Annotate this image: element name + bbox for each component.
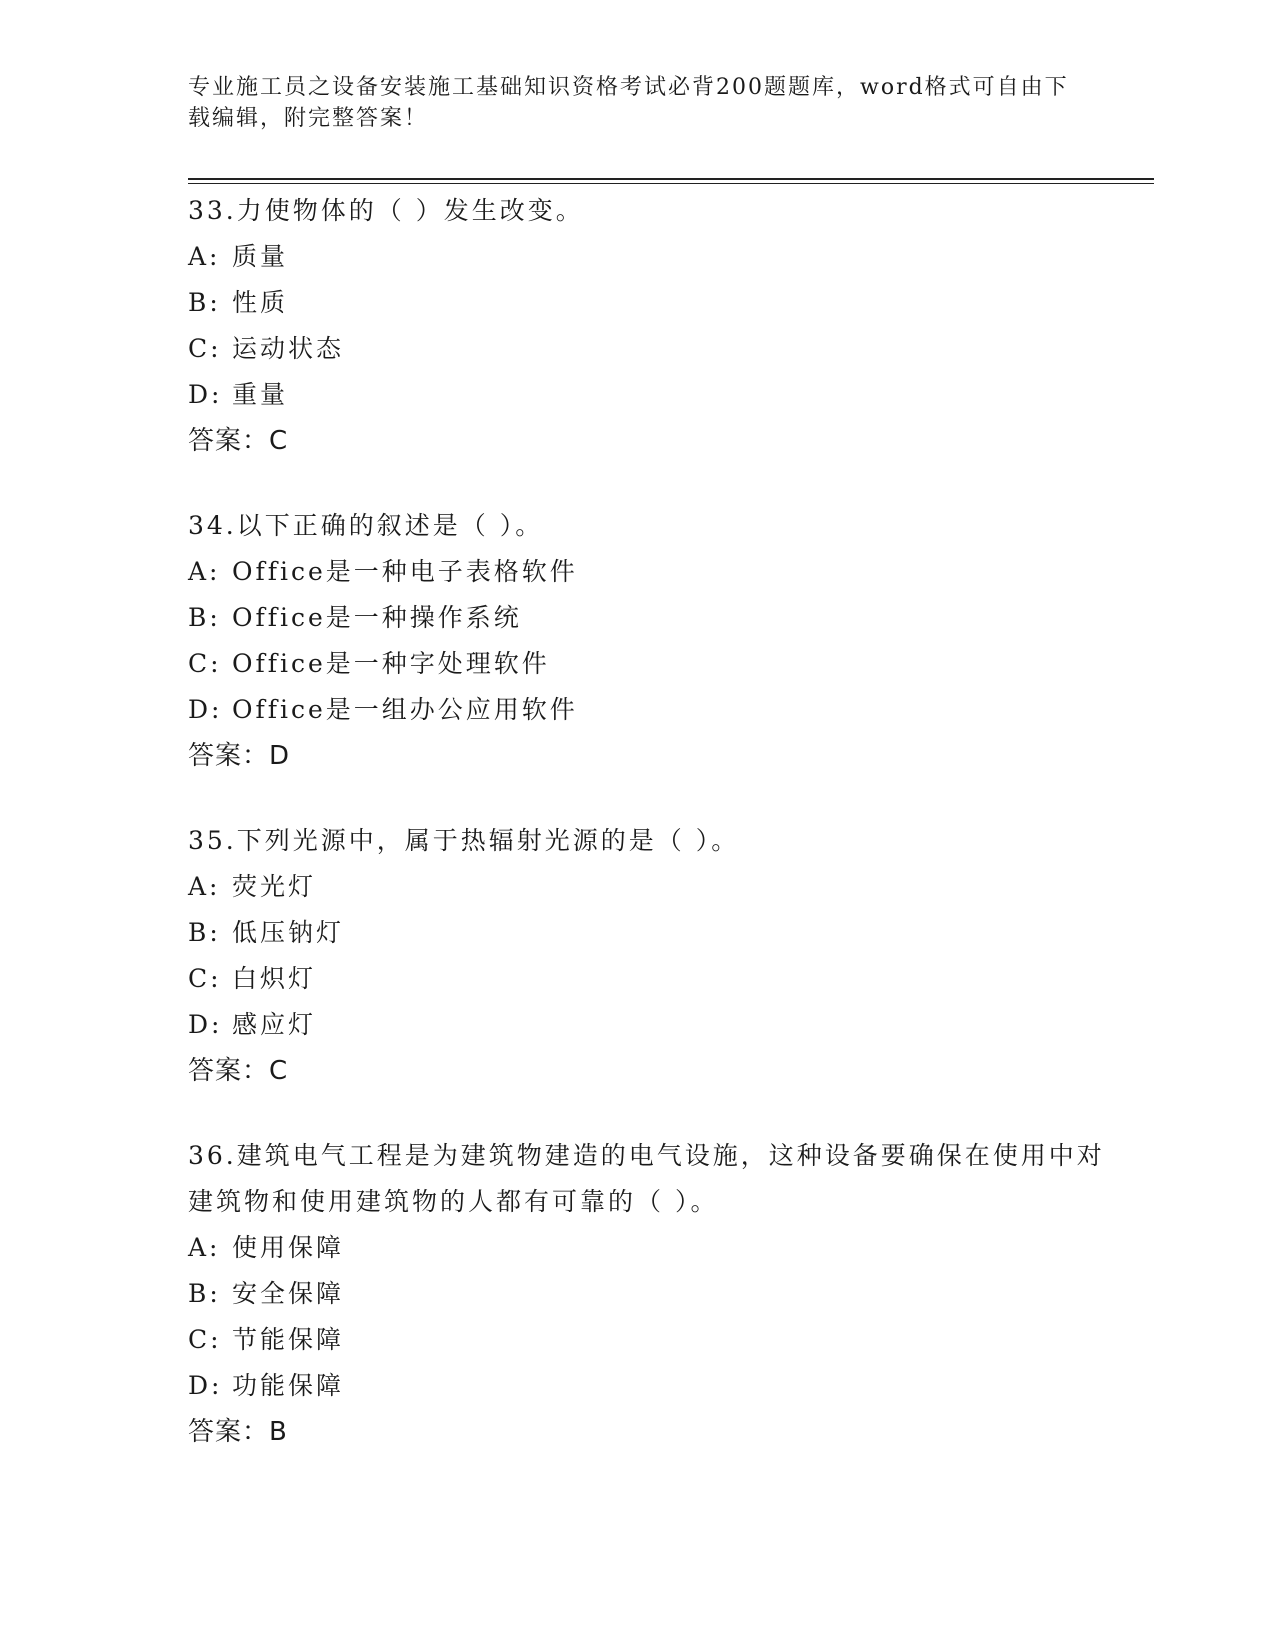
question-36: [188, 1133, 1118, 1455]
option-text: 质量: [232, 242, 289, 271]
option-letter: A:: [188, 872, 221, 901]
question-35: [188, 818, 1118, 1094]
option-text: 白炽灯: [232, 964, 317, 993]
option-text: 功能保障: [232, 1371, 345, 1400]
option-c: [188, 956, 1118, 1002]
option-letter: B:: [188, 603, 221, 632]
option-d: [188, 1363, 1118, 1409]
option-a: [188, 234, 1118, 280]
option-d: [188, 687, 1118, 733]
option-letter: C:: [188, 334, 222, 363]
question-34: [188, 503, 1118, 779]
option-b: [188, 1271, 1118, 1317]
option-a: [188, 864, 1118, 910]
option-text: 运动状态: [232, 334, 345, 363]
option-letter: B:: [188, 918, 221, 947]
answer-line: 答案：B: [188, 1417, 288, 1447]
option-letter: B:: [188, 288, 221, 317]
answer-line: 答案：D: [188, 741, 291, 771]
option-letter: B:: [188, 1279, 221, 1308]
option-text: Office是一组办公应用软件: [232, 695, 578, 724]
option-a: [188, 1225, 1118, 1271]
option-text: 低压钠灯: [232, 918, 345, 947]
option-text: Office是一种字处理软件: [232, 649, 550, 678]
option-text: 重量: [232, 380, 289, 409]
option-letter: D:: [188, 695, 223, 724]
option-text: 安全保障: [232, 1279, 345, 1308]
option-text: 感应灯: [232, 1010, 317, 1039]
question-stem: 36.建筑电气工程是为建筑物建造的电气设施，这种设备要确保在使用中对建筑物和使用建筑物的人都有可靠的（ ）。: [188, 1141, 1105, 1216]
option-text: Office是一种电子表格软件: [232, 557, 578, 586]
option-b: [188, 910, 1118, 956]
header-divider-thick: [188, 178, 1154, 180]
option-text: 节能保障: [232, 1325, 345, 1354]
question-stem: 35.下列光源中，属于热辐射光源的是（ ）。: [188, 826, 740, 855]
option-b: [188, 595, 1118, 641]
option-letter: D:: [188, 1371, 223, 1400]
option-letter: C:: [188, 964, 222, 993]
option-text: 荧光灯: [232, 872, 317, 901]
option-letter: D:: [188, 380, 223, 409]
question-stem: 34.以下正确的叙述是（ ）。: [188, 511, 544, 540]
option-d: [188, 1002, 1118, 1048]
option-c: [188, 326, 1118, 372]
option-b: [188, 280, 1118, 326]
option-c: [188, 641, 1118, 687]
answer-line: 答案：C: [188, 426, 289, 456]
option-letter: C:: [188, 1325, 222, 1354]
question-stem: 33.力使物体的（ ）发生改变。: [188, 196, 584, 225]
option-text: 性质: [232, 288, 289, 317]
option-text: Office是一种操作系统: [232, 603, 522, 632]
answer-line: 答案：C: [188, 1056, 289, 1086]
option-letter: A:: [188, 242, 221, 271]
option-letter: A:: [188, 557, 221, 586]
option-d: [188, 372, 1118, 418]
option-text: 使用保障: [232, 1233, 345, 1262]
option-letter: A:: [188, 1233, 221, 1262]
option-letter: D:: [188, 1010, 223, 1039]
document-header: 专业施工员之设备安装施工基础知识资格考试必背200题题库，word格式可自由下载编辑，附完整答案！: [188, 75, 1069, 131]
option-a: [188, 549, 1118, 595]
question-33: [188, 188, 1118, 464]
header-divider-thin: [188, 183, 1154, 184]
option-c: [188, 1317, 1118, 1363]
option-letter: C:: [188, 649, 222, 678]
